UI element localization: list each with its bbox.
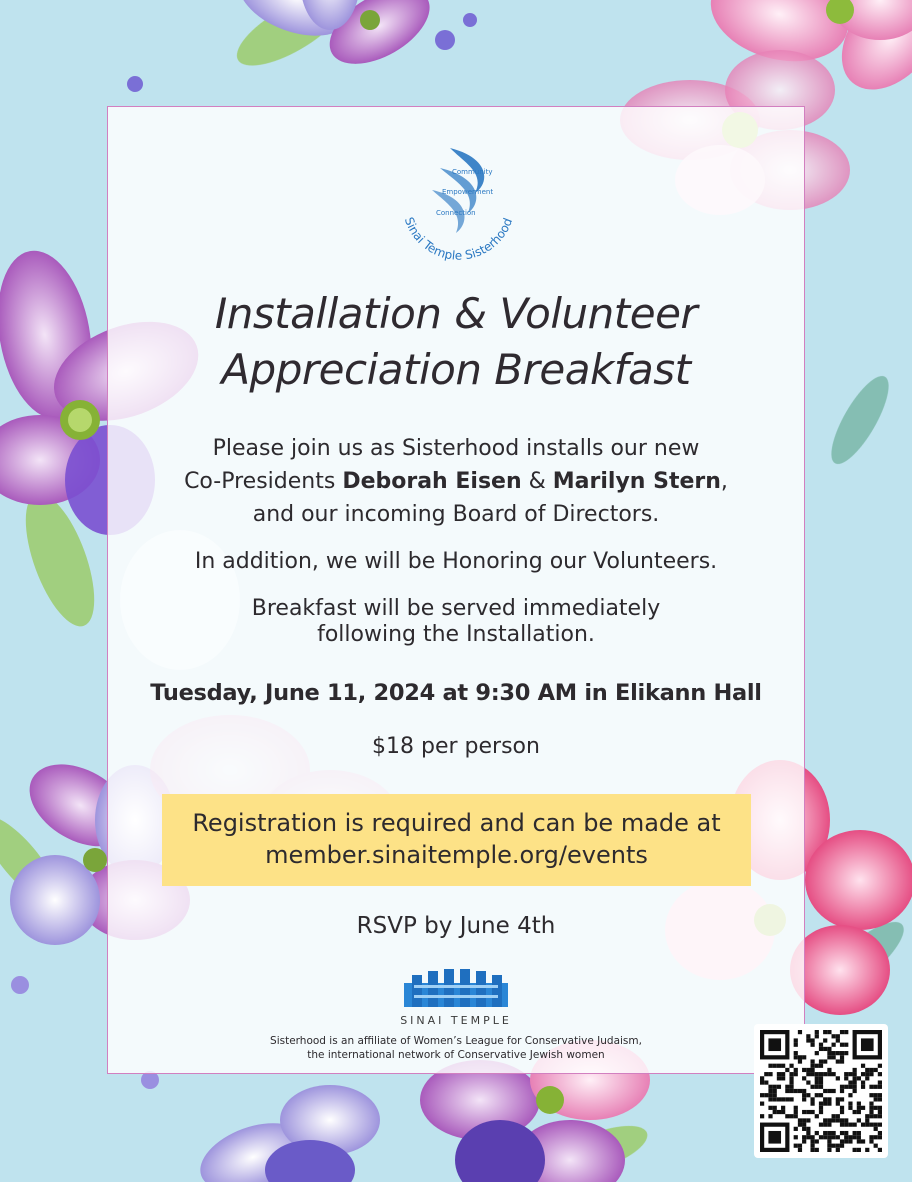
intro-line-2: [107, 465, 805, 498]
event-title: [107, 286, 805, 398]
affiliate-note: [107, 1034, 805, 1062]
sinai-temple-logo: [404, 967, 508, 1009]
breakfast-line-2: following the Installation.: [317, 622, 595, 647]
intro-line-2-suffix: ,: [720, 469, 728, 494]
temple-name: SINAI TEMPLE: [400, 1014, 512, 1027]
title-line-1: Installation & Volunteer: [214, 289, 698, 338]
breakfast-text: [107, 596, 805, 648]
intro-paragraph: [107, 432, 805, 531]
title-line-2: Appreciation Breakfast: [221, 345, 691, 394]
breakfast-line-1: Breakfast will be served immediately: [251, 596, 661, 621]
registration-link[interactable]: member.sinaitemple.org/events: [265, 841, 648, 869]
flame-word-3: Connection: [436, 209, 476, 217]
intro-line-1: Please join us as Sisterhood installs our new: [212, 436, 700, 461]
qr-code[interactable]: [754, 1024, 888, 1158]
flame-word-1: Community: [452, 168, 493, 176]
registration-box: [162, 794, 751, 886]
rsvp-text: RSVP by June 4th: [356, 913, 556, 939]
honor-text: In addition, we will be Honoring our Volunteers.: [194, 549, 718, 574]
svg-text:Community Empowerment: [436, 168, 495, 217]
registration-line-1: Registration is required and can be made at: [192, 809, 721, 837]
intro-ampersand: &: [521, 469, 553, 494]
intro-line-3: and our incoming Board of Directors.: [252, 502, 660, 527]
co-president-2: Marilyn Stern: [552, 469, 721, 494]
co-president-1: Deborah Eisen: [342, 469, 522, 494]
qr-code-icon: [760, 1030, 882, 1152]
logo-circle-text: Sinai Temple Sisterhood: [401, 215, 516, 263]
event-datetime: Tuesday, June 11, 2024 at 9:30 AM in Elikann Hall: [150, 680, 762, 706]
affiliate-line-2: the international network of Conservative Jewish women: [307, 1049, 605, 1061]
affiliate-line-1: Sisterhood is an affiliate of Women’s League for Conservative Judaism,: [270, 1035, 642, 1047]
flame-word-2: Empowerment: [442, 188, 494, 196]
intro-line-2-prefix: Co-Presidents: [184, 469, 343, 494]
price-text: $18 per person: [372, 734, 540, 759]
sisterhood-logo: [390, 138, 525, 268]
